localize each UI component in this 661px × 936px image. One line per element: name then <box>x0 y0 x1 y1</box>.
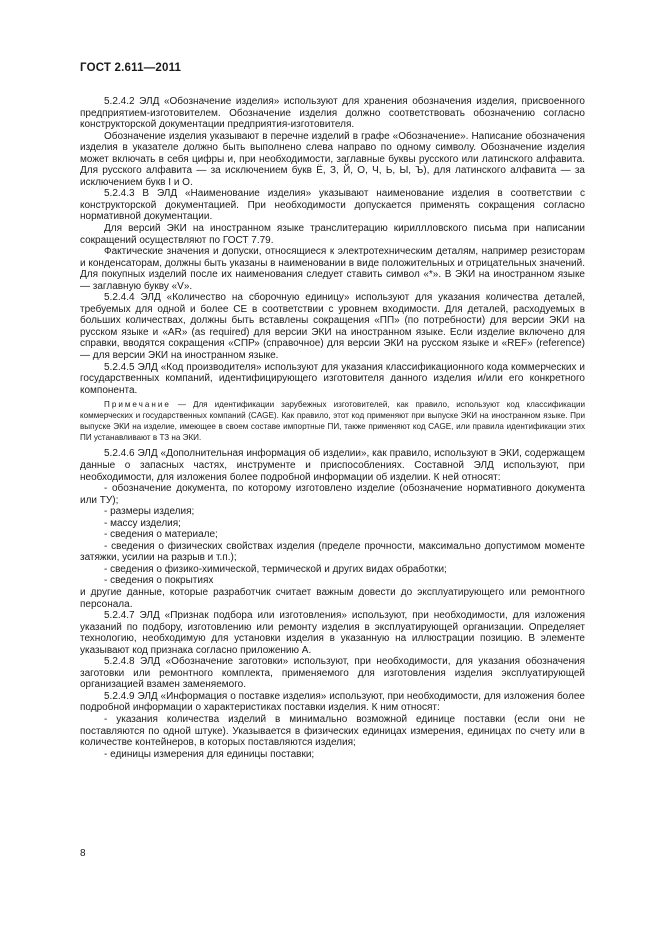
list-item: - указания количества изделий в минимально возможной единице поставки (если они не поставляются по одной штуке). Указывается в физических единицах измерения, единицах по счету или в количестве контейнеров, в которых поставляются изделия; <box>80 713 585 749</box>
paragraph: 5.2.4.5 ЭЛД «Код производителя» используют для указания классификационного кода коммерческих и государственных компаний, идентифицирующего изготовителя данного изделия и/или его конкретного компонента. <box>80 361 585 396</box>
paragraph: 5.2.4.4 ЭЛД «Количество на сборочную единицу» используют для указания количества деталей, требуемых для одной и более СЕ в соответствии с уровнем входимости. Для деталей, расходуемых в больших количествах, должны быть вставлены сокращения «ПП» (по потребности) для версии ЭКИ на русском языке и «AR» (as required) для версии ЭКИ на иностранном языке. Если изделие включено для справки, вводятся сокращения «СПР» (справочное) для версии ЭКИ на русском языке и «REF» (reference) — для версии ЭКИ на иностранном языке. <box>80 292 585 362</box>
paragraph: 5.2.4.7 ЭЛД «Признак подбора или изготовления» используют, при необходимости, для изложения указаний по подбору, изготовлению или ремонту изделия в эксплуатирующей организации. Определяет технологию, необходимую для установки изделия в указанную на иллюстрации позицию. В элементе указывают код признака согласно приложению А. <box>80 610 585 656</box>
paragraph: Фактические значения и допуски, относящиеся к электротехническим деталям, например резисторам и конденсаторам, должны быть указаны в наименовании в виде положительных и отрицательных значений. Для покупных изделий после их наименования следует ставить символ «*». В ЭКИ на иностранном языке — заглавную букву «V». <box>80 246 585 292</box>
paragraph: 5.2.4.3 В ЭЛД «Наименование изделия» указывают наименование изделия в соответствии с конструкторской документацией. При необходимости допускается применять сокращения согласно нормативной документации. <box>80 188 585 223</box>
list-item: - размеры изделия; <box>104 506 195 518</box>
note-label: Примечание <box>104 400 171 410</box>
list-item: - обозначение документа, по которому изготовлено изделие (обозначение нормативного документа или ТУ); <box>80 483 585 506</box>
list-item: - сведения о материале; <box>104 529 218 541</box>
page-header: ГОСТ 2.611—2011 <box>80 62 182 74</box>
list-item: - сведения о физико-химической, термической и других видах обработки; <box>104 563 447 575</box>
body-text <box>80 96 585 760</box>
note-text: — Для идентификации зарубежных изготовителей, как правило, используют код классификации коммерческих и государственных компаний (CAGE). Как правило, этот код применяют при выпуске ЭКИ на иностранном языке. При выпуске ЭКИ на изделие, имеющее в своем составе импортные ПИ, также применяют код CAGE, или правила идентификации этих ПИ устанавливают в ТЗ на ЭКИ. <box>80 400 585 442</box>
list-item: - единицы измерения для единицы поставки; <box>104 748 315 760</box>
paragraph: 5.2.4.2 ЭЛД «Обозначение изделия» используют для хранения обозначения изделия, присвоенного предприятием-изготовителем. Обозначение изделия должно соответствовать обозначению согласно конструкторской документации предприятия-изготовителя. <box>80 96 585 131</box>
paragraph: 5.2.4.9 ЭЛД «Информация о поставке изделия» используют, при необходимости, для изложения более подробной информации о характеристиках поставки изделия. К ним относят: <box>80 690 585 714</box>
paragraph: 5.2.4.6 ЭЛД «Дополнительная информация об изделии», как правило, используют в ЭКИ, содержащем данные о запасных частях, инструменте и приспособлениях. Составной ЭЛД используют, при необходимости, для изложения более подробной информации об изделии. К ней относят: <box>80 448 585 483</box>
paragraph: 5.2.4.8 ЭЛД «Обозначение заготовки» используют, при необходимости, для указания обозначения заготовки или ремонтного комплекта, применяемого для изготовления изделия эксплуатирующей организацией взамен заменяемого. <box>80 656 585 691</box>
note <box>80 400 585 443</box>
page-number: 8 <box>80 848 86 859</box>
paragraph: Обозначение изделия указывают в перечне изделий в графе «Обозначение». Написание обозначения изделия в указателе должно быть выполнено слева направо по одному символу. Обозначение изделия может включать в себя цифры и, при необходимости, заглавные буквы русского или латинского алфавита. Для русского алфавита — за исключением букв Ё, З, Й, О, Ч, Ь, Ы, Ъ), для латинского алфавита — за исключением букв I и O. <box>80 130 585 188</box>
paragraph: Для версий ЭКИ на иностранном языке транслитерацию кириллловского письма при написании сокращений осуществляют по ГОСТ 7.79. <box>80 223 585 246</box>
paragraph: и другие данные, которые разработчик считает важным довести до эксплуатирующего или ремонтного персонала. <box>80 586 585 610</box>
list-item: - сведения о физических свойствах изделия (пределе прочности, максимально допустимом моменте затяжки, усилии на разрыв и т.п.); <box>80 540 585 564</box>
list-item: - массу изделия; <box>104 517 181 529</box>
list-item: - сведения о покрытиях <box>104 575 214 587</box>
